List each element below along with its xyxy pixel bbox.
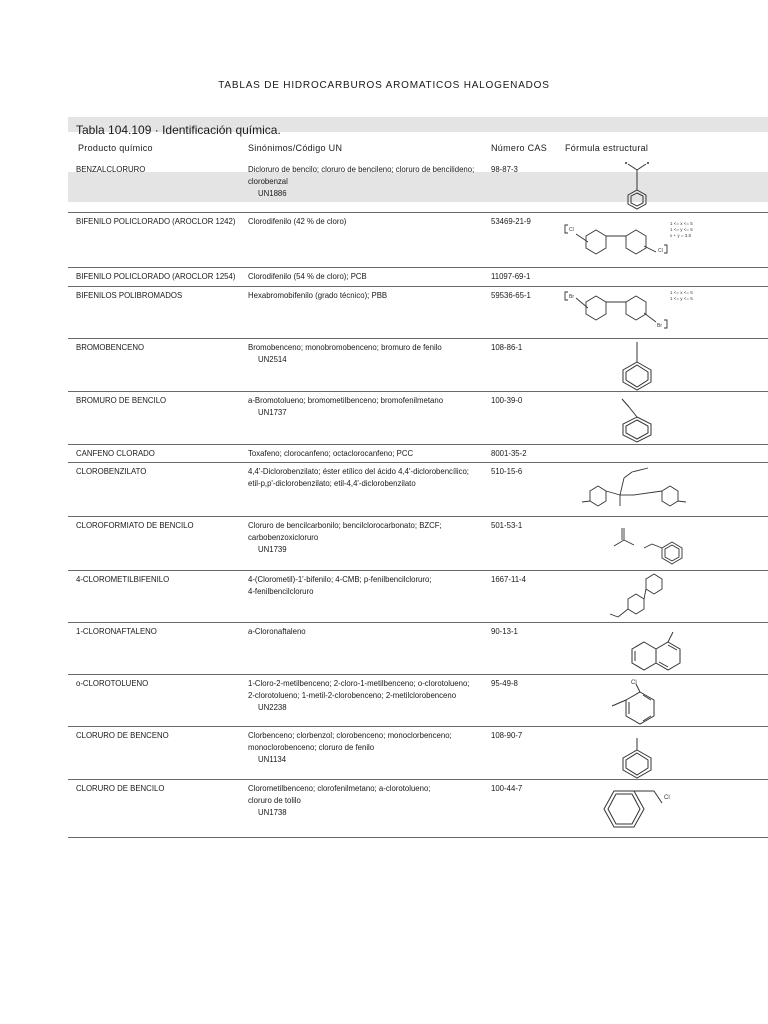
table-row	[68, 462, 768, 517]
product-name: CANFENO CLORADO	[76, 449, 155, 458]
polybrominated-biphenyl-structure-icon	[558, 286, 768, 338]
header-formula: Fórmula estructural	[565, 143, 649, 153]
table-row	[68, 779, 768, 838]
svg-text:1 <= y <= 5: 1 <= y <= 5	[670, 227, 693, 232]
cas-number: 90-13-1	[491, 627, 518, 636]
polychlorinated-biphenyl-structure-icon	[558, 212, 768, 267]
un-code: UN1134	[258, 755, 287, 764]
product-name: BROMOBENCENO	[76, 343, 145, 352]
table-row	[68, 391, 768, 445]
table-row	[68, 674, 768, 727]
cas-number: 1667-11-4	[491, 575, 526, 584]
svg-text:x + y = 3.8: x + y = 3.8	[670, 233, 692, 238]
table-row	[68, 338, 768, 392]
synonyms: Dicloruro de bencilo; cloruro de bencileno; cloruro de bencilideno; clorobenzal UN1886	[248, 165, 475, 198]
synonyms: Bromobenceno; monobromobenceno; bromuro de fenilo UN2514	[248, 343, 442, 364]
benzal-chloride-structure-icon	[558, 160, 768, 212]
benzyl-bromide-structure-icon	[558, 391, 768, 444]
table-row	[68, 516, 768, 571]
table-row	[68, 212, 768, 268]
benzyl-chloroformate-structure-icon	[558, 516, 768, 570]
product-name: 1-CLORONAFTALENO	[76, 627, 157, 636]
cas-number: 100-44-7	[491, 784, 523, 793]
svg-text:Cl: Cl	[658, 248, 663, 254]
table-row	[68, 286, 768, 339]
chloromethylbiphenyl-structure-icon	[558, 570, 768, 622]
table-row	[68, 622, 768, 675]
un-code: UN1737	[258, 408, 287, 417]
chloronaphthalene-structure-icon	[558, 622, 768, 674]
svg-text:Cl: Cl	[569, 227, 574, 233]
synonyms: Toxafeno; clorocanfeno; octaclorocanfeno; PCC	[248, 449, 414, 458]
table-row	[68, 726, 768, 780]
svg-text:Cl: Cl	[631, 680, 637, 686]
table-caption: Tabla 104.109 · Identificación química.	[76, 123, 281, 137]
cas-number: 100-39-0	[491, 396, 523, 405]
product-name: CLOROBENZILATO	[76, 467, 147, 476]
synonyms: 1-Cloro-2-metilbenceno; 2-cloro-1-metilbenceno; o-clorotolueno; 2-clorotolueno; 1-metil-2-clorobenceno; 2-metilclorobenceno UN2238	[248, 679, 470, 712]
product-name: BIFENILOS POLIBROMADOS	[76, 291, 183, 300]
cas-number: 108-90-7	[491, 731, 523, 740]
cas-number: 95-49-8	[491, 679, 518, 688]
product-name: CLOROFORMIATO DE BENCILO	[76, 521, 194, 530]
benzyl-chloride-structure-icon	[558, 779, 768, 837]
un-code: UN1886	[258, 189, 287, 198]
synonyms: Clorodifenilo (54 % de cloro); PCB	[248, 272, 367, 281]
cas-number: 59536-65-1	[491, 291, 531, 300]
table-row	[68, 267, 768, 287]
synonyms: Cloruro de bencilcarbonilo; bencilclorocarbonato; BZCF; carbobenzoxicloruro UN1739	[248, 521, 442, 554]
product-name: 4-CLOROMETILBIFENILO	[76, 575, 170, 584]
svg-text:1 <= x <= 5: 1 <= x <= 5	[670, 290, 693, 295]
svg-text:1 <= x <= 5: 1 <= x <= 5	[670, 221, 693, 226]
product-name: o-CLOROTOLUENO	[76, 679, 149, 688]
chlorobenzilate-structure-icon	[558, 462, 768, 516]
un-code: UN1738	[258, 808, 287, 817]
synonyms: Hexabromobifenilo (grado técnico); PBB	[248, 291, 388, 300]
product-name: BROMURO DE BENCILO	[76, 396, 167, 405]
synonyms: 4-(Clorometil)-1'-bifenilo; 4-CMB; p-fenilbencilcloruro; 4-fenilbencilcloruro	[248, 575, 432, 596]
table-row	[68, 570, 768, 623]
synonyms: Clorodifenilo (42 % de cloro)	[248, 217, 347, 226]
o-chlorotoluene-structure-icon	[558, 674, 768, 726]
synonyms: 4,4'-Diclorobenzilato; éster etílico del ácido 4,4'-diclorobencílico; etil-p,p'-diclorobenzilato; etil-4,4'-diclorobenzilato	[248, 467, 469, 488]
un-code: UN2514	[258, 355, 287, 364]
bromobenzene-structure-icon	[558, 338, 768, 391]
synonyms: Clorbenceno; clorbenzol; clorobenceno; monoclorbenceno; monoclorobenceno; cloruro de fenilo UN1134	[248, 731, 452, 764]
svg-text:1 <= y <= 5: 1 <= y <= 5	[670, 296, 693, 301]
chlorobenzene-structure-icon	[558, 726, 768, 779]
cas-number: 501-53-1	[491, 521, 523, 530]
cas-number: 510-15-6	[491, 467, 523, 476]
header-product: Producto químico	[78, 143, 153, 153]
synonyms: a-Bromotolueno; bromometilbenceno; bromofenilmetano UN1737	[248, 396, 444, 417]
cas-number: 8001-35-2	[491, 449, 527, 458]
product-name: BENZALCLORURO	[76, 165, 146, 174]
product-name: CLORURO DE BENCILO	[76, 784, 165, 793]
synonyms: a-Cloronaftaleno	[248, 627, 306, 636]
svg-text:Br: Br	[657, 323, 662, 329]
product-name: CLORURO DE BENCENO	[76, 731, 169, 740]
cas-number: 98-87-3	[491, 165, 518, 174]
table-row	[68, 444, 768, 463]
header-cas: Número CAS	[491, 143, 548, 153]
cas-number: 53469-21-9	[491, 217, 531, 226]
header-synonyms: Sinónimos/Código UN	[248, 143, 343, 153]
product-name: BIFENILO POLICLORADO (AROCLOR 1242)	[76, 217, 236, 226]
svg-text:Cl: Cl	[664, 795, 670, 801]
table-row	[68, 160, 768, 213]
cas-number: 108-86-1	[491, 343, 523, 352]
un-code: UN2238	[258, 703, 287, 712]
product-name: BIFENILO POLICLORADO (AROCLOR 1254)	[76, 272, 236, 281]
document-title: TABLAS DE HIDROCARBUROS AROMATICOS HALOGENADOS	[218, 80, 550, 91]
cas-number: 11097-69-1	[491, 272, 531, 281]
un-code: UN1739	[258, 545, 287, 554]
synonyms: Clorometilbenceno; clorofenilmetano; a-clorotolueno; cloruro de tolilo UN1738	[248, 784, 431, 817]
svg-text:Br: Br	[569, 294, 574, 300]
